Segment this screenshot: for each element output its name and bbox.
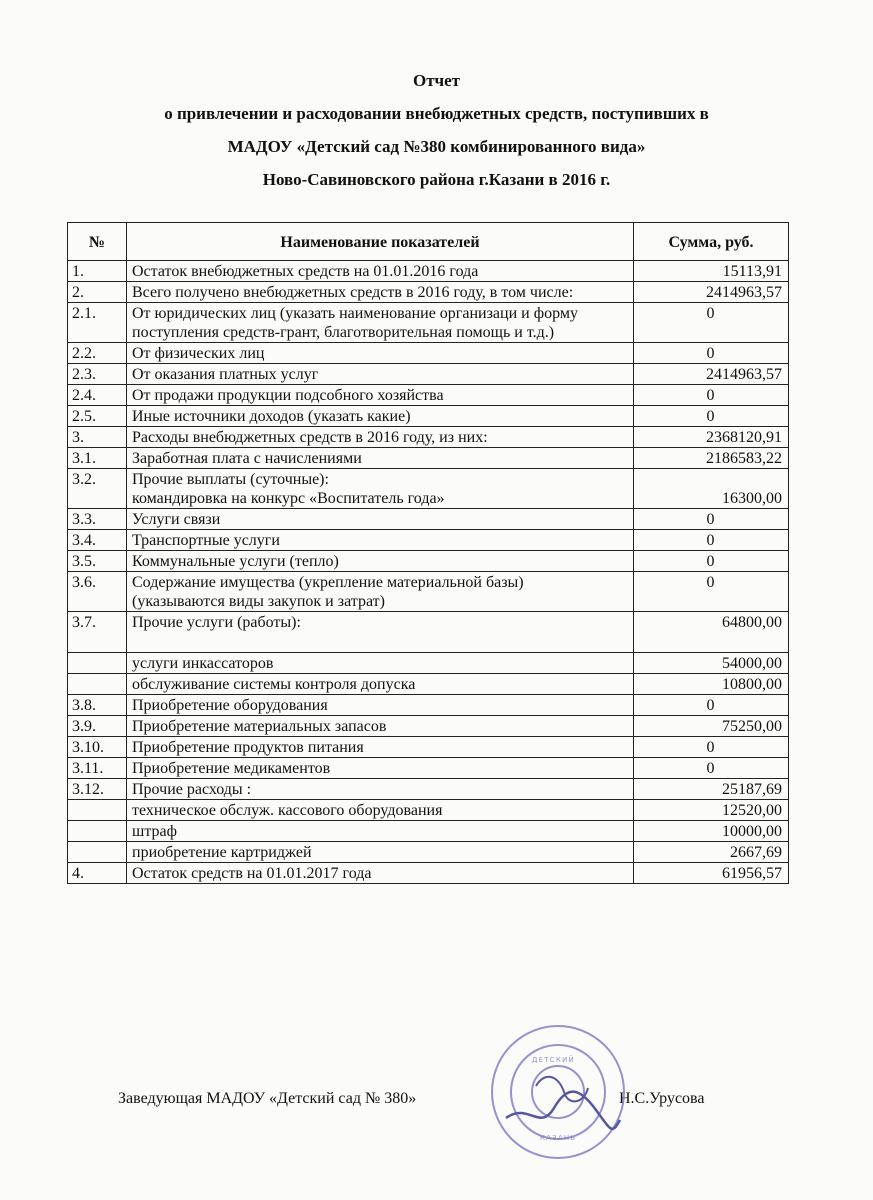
table-row bbox=[68, 716, 789, 737]
row-number: 3. bbox=[68, 427, 127, 448]
row-name: Транспортные услуги bbox=[127, 530, 634, 551]
table-row bbox=[68, 406, 789, 427]
row-name: штраф bbox=[127, 821, 634, 842]
row-sum: 0 bbox=[634, 509, 789, 530]
svg-text:КАЗАНЬ: КАЗАНЬ bbox=[540, 1134, 577, 1142]
row-sum: 54000,00 bbox=[634, 653, 789, 674]
table-row bbox=[68, 758, 789, 779]
row-name: Прочие расходы : bbox=[127, 779, 634, 800]
row-sum: 0 bbox=[634, 758, 789, 779]
column-header-number: № bbox=[68, 223, 127, 261]
table-row bbox=[68, 509, 789, 530]
table-row bbox=[68, 863, 789, 884]
row-number bbox=[68, 674, 127, 695]
table-row bbox=[68, 612, 789, 653]
row-number: 3.6. bbox=[68, 572, 127, 612]
table-row bbox=[68, 448, 789, 469]
table-row bbox=[68, 385, 789, 406]
row-number: 3.9. bbox=[68, 716, 127, 737]
row-sum: 75250,00 bbox=[634, 716, 789, 737]
report-title: Отчет bbox=[412, 71, 461, 90]
row-sum: 0 bbox=[634, 572, 789, 612]
column-header-sum: Сумма, руб. bbox=[634, 223, 789, 261]
stamp-seal-icon bbox=[488, 1022, 628, 1162]
row-number: 3.8. bbox=[68, 695, 127, 716]
row-number: 2.5. bbox=[68, 406, 127, 427]
table-row bbox=[68, 842, 789, 863]
row-number: 3.4. bbox=[68, 530, 127, 551]
row-name: Иные источники доходов (указать какие) bbox=[127, 406, 634, 427]
row-name: Приобретение продуктов питания bbox=[127, 737, 634, 758]
column-header-name: Наименование показателей bbox=[127, 223, 634, 261]
table-row bbox=[68, 427, 789, 448]
row-name: приобретение картриджей bbox=[127, 842, 634, 863]
row-sum: 0 bbox=[634, 385, 789, 406]
table-row bbox=[68, 261, 789, 282]
row-name: Услуги связи bbox=[127, 509, 634, 530]
row-sum: 61956,57 bbox=[634, 863, 789, 884]
table-row bbox=[68, 695, 789, 716]
table-row bbox=[68, 800, 789, 821]
row-name: От физических лиц bbox=[127, 343, 634, 364]
row-name bbox=[127, 572, 634, 612]
row-sum: 2667,69 bbox=[634, 842, 789, 863]
report-subtitle-2: МАДОУ «Детский сад №380 комбинированного вида» bbox=[227, 137, 646, 156]
row-name bbox=[127, 469, 634, 509]
row-name: Коммунальные услуги (тепло) bbox=[127, 551, 634, 572]
row-number: 2.4. bbox=[68, 385, 127, 406]
signature-position: Заведующая МАДОУ «Детский сад № 380» bbox=[118, 1090, 417, 1107]
row-name: Заработная плата с начислениями bbox=[127, 448, 634, 469]
row-sum: 0 bbox=[634, 303, 789, 343]
row-sum: 0 bbox=[634, 695, 789, 716]
row-sum: 0 bbox=[634, 406, 789, 427]
row-sum: 2414963,57 bbox=[634, 364, 789, 385]
row-name: Прочие услуги (работы): bbox=[127, 612, 634, 653]
row-number bbox=[68, 800, 127, 821]
row-sum: 12520,00 bbox=[634, 800, 789, 821]
svg-text:ДЕТСКИЙ: ДЕТСКИЙ bbox=[532, 1056, 575, 1064]
row-number: 3.10. bbox=[68, 737, 127, 758]
table-row bbox=[68, 343, 789, 364]
row-number: 4. bbox=[68, 863, 127, 884]
row-number: 3.5. bbox=[68, 551, 127, 572]
signer-name: Н.С.Урусова bbox=[619, 1090, 705, 1107]
row-sum: 0 bbox=[634, 737, 789, 758]
row-number: 2. bbox=[68, 282, 127, 303]
row-number: 1. bbox=[68, 261, 127, 282]
row-sum: 2414963,57 bbox=[634, 282, 789, 303]
table-row bbox=[68, 821, 789, 842]
table-row bbox=[68, 303, 789, 343]
table-row bbox=[68, 469, 789, 509]
row-number bbox=[68, 842, 127, 863]
row-sum: 0 bbox=[634, 551, 789, 572]
row-name: Приобретение медикаментов bbox=[127, 758, 634, 779]
row-sum: 10000,00 bbox=[634, 821, 789, 842]
table-row bbox=[68, 530, 789, 551]
report-subtitle-3: Ново-Савиновского района г.Казани в 2016 г. bbox=[262, 170, 611, 189]
row-number: 2.1. bbox=[68, 303, 127, 343]
row-number: 3.11. bbox=[68, 758, 127, 779]
row-number: 3.7. bbox=[68, 612, 127, 653]
report-header bbox=[0, 64, 873, 196]
row-number bbox=[68, 653, 127, 674]
row-name: Остаток внебюджетных средств на 01.01.2016 года bbox=[127, 261, 634, 282]
table-row bbox=[68, 551, 789, 572]
report-subtitle-1: о привлечении и расходовании внебюджетных средств, поступивших в bbox=[164, 104, 709, 123]
row-name: От продажи продукции подсобного хозяйства bbox=[127, 385, 634, 406]
row-sum: 25187,69 bbox=[634, 779, 789, 800]
row-number: 3.1. bbox=[68, 448, 127, 469]
row-sum: 2186583,22 bbox=[634, 448, 789, 469]
row-sum: 64800,00 bbox=[634, 612, 789, 653]
row-sum: 15113,91 bbox=[634, 261, 789, 282]
row-number: 3.12. bbox=[68, 779, 127, 800]
row-sum: 0 bbox=[634, 530, 789, 551]
row-sum: 0 bbox=[634, 343, 789, 364]
row-name-line: (указываются виды закупок и затрат) bbox=[132, 593, 385, 610]
row-name: Приобретение оборудования bbox=[127, 695, 634, 716]
table-row bbox=[68, 364, 789, 385]
row-number: 3.3. bbox=[68, 509, 127, 530]
table-row bbox=[68, 674, 789, 695]
row-sum: 2368120,91 bbox=[634, 427, 789, 448]
row-name-line: Прочие выплаты (суточные): bbox=[132, 471, 329, 488]
official-stamp bbox=[488, 1022, 628, 1167]
row-sum: 10800,00 bbox=[634, 674, 789, 695]
row-name: От юридических лиц (указать наименование организаци и форму поступления средств-грант, благотворительная помощь и т.д.) bbox=[127, 303, 634, 343]
report-table bbox=[67, 222, 789, 884]
row-number: 2.3. bbox=[68, 364, 127, 385]
row-name-line: командировка на конкурс «Воспитатель года» bbox=[132, 490, 445, 507]
row-number: 3.2. bbox=[68, 469, 127, 509]
table-row bbox=[68, 779, 789, 800]
table-row bbox=[68, 282, 789, 303]
row-name: техническое обслуж. кассового оборудования bbox=[127, 800, 634, 821]
row-name: услуги инкассаторов bbox=[127, 653, 634, 674]
table-header-row bbox=[68, 223, 789, 261]
table-row bbox=[68, 737, 789, 758]
row-name: Остаток средств на 01.01.2017 года bbox=[127, 863, 634, 884]
table-row bbox=[68, 653, 789, 674]
row-name: Приобретение материальных запасов bbox=[127, 716, 634, 737]
row-name: Всего получено внебюджетных средств в 2016 году, в том числе: bbox=[127, 282, 634, 303]
table-row bbox=[68, 572, 789, 612]
row-name-line: Содержание имущества (укрепление материальной базы) bbox=[132, 574, 524, 591]
row-number: 2.2. bbox=[68, 343, 127, 364]
row-number bbox=[68, 821, 127, 842]
row-name: Расходы внебюджетных средств в 2016 году, из них: bbox=[127, 427, 634, 448]
row-name: От оказания платных услуг bbox=[127, 364, 634, 385]
row-sum: 16300,00 bbox=[634, 469, 789, 509]
row-name: обслуживание системы контроля допуска bbox=[127, 674, 634, 695]
